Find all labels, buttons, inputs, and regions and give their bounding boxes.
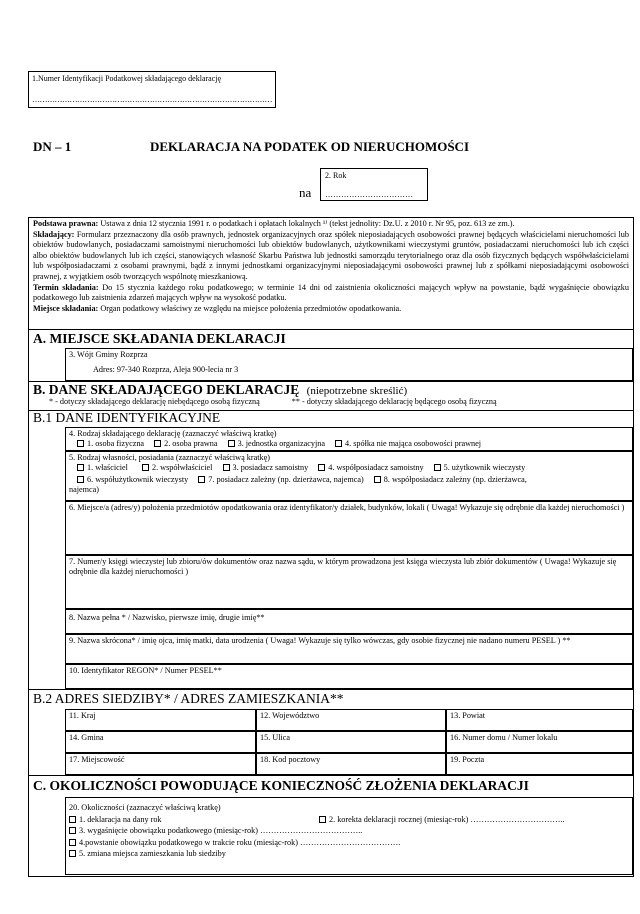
podstawa-label: Podstawa prawna: (33, 219, 99, 228)
checkbox-icon[interactable] (77, 464, 84, 471)
field-20-label: 20. Okoliczności (zaznaczyć właściwą kratkę) (69, 803, 221, 812)
c-option-1[interactable]: 1. deklaracja na dany rok (69, 815, 162, 824)
year-dots: …………………………… (325, 190, 413, 199)
field-8-label: 8. Nazwa pełna * / Nazwisko, pierwsze imię, drugie imię** (69, 613, 265, 622)
b1-heading: B.1 DANE IDENTYFIKACYJNE (29, 410, 633, 426)
field-17-city[interactable]: 17. Miejscowość (65, 753, 256, 775)
field-7-land-register[interactable] (65, 555, 633, 609)
checkbox-icon[interactable] (69, 850, 76, 857)
checkbox-icon[interactable] (77, 476, 84, 483)
declaration-form (28, 217, 634, 877)
checkbox-icon[interactable] (318, 464, 325, 471)
checkbox-icon[interactable] (77, 440, 84, 447)
nip-field[interactable] (28, 71, 276, 108)
nip-label: 1.Numer Identyfikacji Podatkowej składającego deklarację (32, 74, 222, 83)
field-14-commune[interactable]: 14. Gmina (65, 731, 256, 753)
na-label: na (299, 185, 312, 200)
section-c-heading: C. OKOLICZNOŚCI POWODUJĄCE KONIECZNOŚĆ ZŁOŻENIA DEKLARACJI (29, 775, 633, 797)
field-3-office (65, 348, 633, 381)
nip-dots: …………………………………………………………………………………… (32, 95, 272, 104)
field-6-label: 6. Miejsce/a (adres/y) położenia przedmiotów opodatkowania oraz identyfikator/y działek, budynków, lokali ( Uwaga! Wykazuje się odrębnie dla każdej nieruchomości ) (69, 503, 625, 512)
checkbox-icon[interactable] (69, 827, 76, 834)
field-11-country[interactable]: 11. Kraj (65, 709, 256, 731)
f5-option-1[interactable]: 1. właściciel (77, 463, 128, 472)
field-13-county[interactable]: 13. Powiat (446, 709, 633, 731)
section-a-heading: A. MIEJSCE SKŁADANIA DEKLARACJI (33, 331, 286, 346)
checkbox-icon[interactable] (154, 440, 161, 447)
field-5-ownership-type (65, 451, 633, 501)
checkbox-icon[interactable] (223, 464, 230, 471)
field-15-street[interactable]: 15. Ulica (256, 731, 446, 753)
legal-info (29, 218, 633, 330)
field-6-property-location[interactable] (65, 501, 633, 555)
field-16-house-number[interactable]: 16. Numer domu / Numer lokalu (446, 731, 633, 753)
c-option-2[interactable]: 2. korekta deklaracji rocznej (miesiąc-rok) …………………………….. (319, 814, 565, 826)
field-8-full-name[interactable] (65, 609, 633, 634)
checkbox-icon[interactable] (228, 440, 235, 447)
f4-option-3[interactable]: 3. jednostka organizacyjna (228, 439, 325, 448)
field-9-label: 9. Nazwa skrócona* / imię ojca, imię matki, data urodzenia ( Uwaga! Wykazuje się tylko wówczas, gdy osobie fizycznej nie nadano numeru PESEL ) ** (69, 636, 571, 645)
field-5-label: 5. Rodzaj własności, posiadania (zaznaczyć właściwą kratkę) (69, 453, 270, 462)
field-4-declarant-type (65, 427, 633, 451)
c-option-5[interactable]: 5. zmiana miejsca zamieszkania lub siedziby (69, 848, 629, 860)
field-19-post-office[interactable]: 19. Poczta (446, 753, 633, 775)
field-20-circumstances (65, 797, 633, 875)
field-10-regon-pesel[interactable] (65, 664, 633, 689)
c-option-4[interactable]: 4.powstanie obowiązku podatkowego w trakcie roku (miesiąc-rok) ………………………………. (69, 837, 629, 849)
section-b-heading: B. DANE SKŁADAJĄCEGO DEKLARACJĘ (33, 382, 300, 397)
f5-option-8-cont: najemca) (69, 485, 99, 495)
year-label: 2. Rok (325, 171, 347, 180)
form-title: DEKLARACJA NA PODATEK OD NIERUCHOMOŚCI (150, 139, 470, 154)
checkbox-icon[interactable] (142, 464, 149, 471)
f5-option-3[interactable]: 3. posiadacz samoistny (223, 463, 309, 472)
f5-option-4[interactable]: 4. współposiadacz samoistny (318, 463, 423, 472)
year-field[interactable] (320, 168, 428, 201)
checkbox-icon[interactable] (434, 464, 441, 471)
checkbox-icon[interactable] (198, 476, 205, 483)
section-b-header (29, 381, 633, 409)
f5-option-2[interactable]: 2. współwłaściciel (142, 463, 212, 472)
f4-option-4[interactable]: 4. spółka nie mająca osobowości prawnej (335, 439, 481, 448)
skladajacy-text: Formularz przeznaczony dla osób prawnych, jednostek organizacyjnych oraz spółek nieposiadających osobowości prawnej będących właścicielami nieruchomości lub obiektów budowlanych, posiadaczami samoistnymi nieruchomości lub obiektów budowlanych, użytkownikami wieczystymi gruntów, posiadaczami nieruchomości lub ich części albo obiektów budowlanych lub ich części, stanowiących własność Skarbu Państwa lub jednostki samorządu terytorialnego oraz dla osób fizycznych będących współwłaścicielami lub współposiadaczami z osobami prawnymi, bądź z innymi jednostkami organizacyjnymi nieposiadającymi osobowości prawnej lub z spółkami nieposiadającymi osobowości prawnej, z wyjątkiem osób tworzących wspólnotę mieszkaniową. (33, 229, 629, 281)
field-4-label: 4. Rodzaj składającego deklarację (zaznaczyć właściwą kratkę) (69, 429, 277, 438)
miejsce-text: Organ podatkowy właściwy ze względu na miejsce położenia przedmiotów opodatkowania. (98, 303, 402, 313)
termin-label: Termin składania: (33, 282, 99, 292)
skladajacy-label: Składający: (33, 229, 75, 239)
termin-text: Do 15 stycznia każdego roku podatkowego; w terminie 14 dni od zaistnienia okoliczności mających wpływ na powstanie, bądź wygaśnięcie obowiązku podatkowego lub zaistnienia zdarzeń mających wpływ na wysokość podatku. (33, 282, 629, 303)
section-b-note: (niepotrzebne skreślić) (306, 385, 408, 397)
field-9-short-name[interactable] (65, 634, 633, 664)
f5-option-5[interactable]: 5. użytkownik wieczysty (434, 463, 526, 472)
c-option-3[interactable]: 3. wygaśnięcie obowiązku podatkowego (miesiąc-rok) ……………………………….. (69, 825, 629, 837)
note-legal-entity: * - dotyczy składającego deklarację niebędącego osobą fizyczną (49, 397, 260, 406)
field-18-postal-code[interactable]: 18. Kod pocztowy (256, 753, 446, 775)
field-7-label: 7. Numer/y księgi wieczystej lub zbioru/ów dokumentów oraz nazwa sądu, w którym prowadzona jest księga wieczysta lub zbiór dokumentów ( Uwaga! Wykazuje się odrębnie dla każdej nieruchomości ) (69, 557, 617, 577)
f5-option-8[interactable]: 8. współposiadacz zależny (np. dzierżawca, (374, 475, 527, 484)
checkbox-icon[interactable] (69, 816, 76, 823)
podstawa-text: Ustawa z dnia 12 stycznia 1991 r. o podatkach i opłatach lokalnych ¹⁾ (tekst jednolity: Dz.U. z 2010 r. Nr 95, poz. 613 ze zm.). (98, 219, 515, 228)
office-address: Adres: 97-340 Rozprza, Aleja 900-lecia nr 3 (93, 365, 239, 375)
checkbox-icon[interactable] (319, 816, 326, 823)
note-natural-person: ** - dotyczy składającego deklarację będącego osobą fizyczną (291, 397, 497, 406)
f5-option-6[interactable]: 6. współużytkownik wieczysty (77, 475, 188, 484)
checkbox-icon[interactable] (374, 476, 381, 483)
form-code: DN – 1 (33, 139, 72, 154)
b2-heading: B.2 ADRES SIEDZIBY* / ADRES ZAMIESZKANIA** (29, 689, 633, 709)
checkbox-icon[interactable] (335, 440, 342, 447)
f4-option-1[interactable]: 1. osoba fizyczna (77, 439, 144, 448)
field-3-label: 3. Wójt Gminy Rozprza (69, 350, 148, 359)
checkbox-icon[interactable] (69, 839, 76, 846)
field-10-label: 10. Identyfikator REGON* / Numer PESEL** (69, 666, 222, 675)
f4-option-2[interactable]: 2. osoba prawna (154, 439, 217, 448)
f5-option-7[interactable]: 7. posiadacz zależny (np. dzierżawca, najemca) (198, 475, 363, 484)
miejsce-label: Miejsce składania: (33, 303, 99, 313)
field-12-voivodeship[interactable]: 12. Województwo (256, 709, 446, 731)
